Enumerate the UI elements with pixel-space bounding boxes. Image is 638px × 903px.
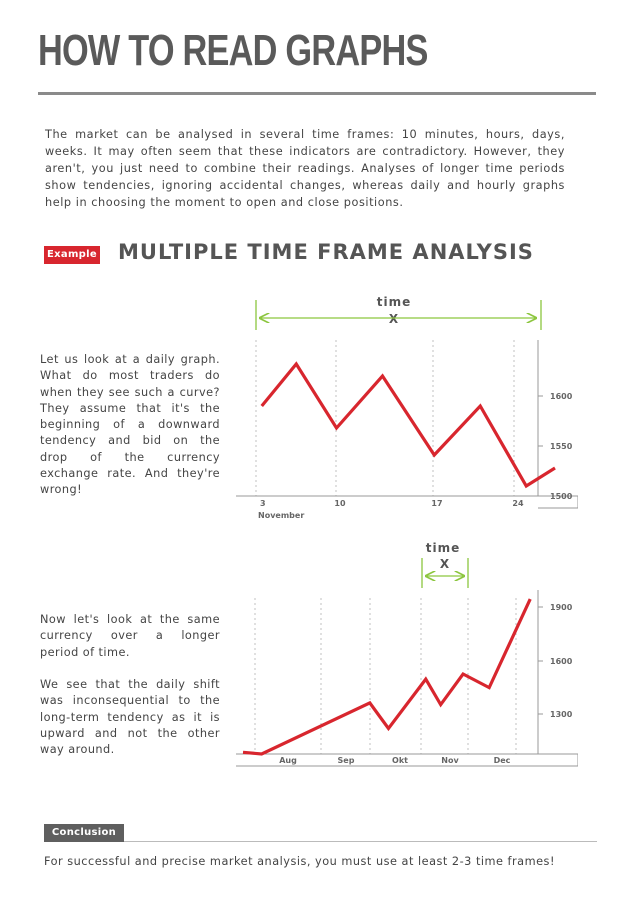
daily-shift-paragraph: We see that the daily shift was inconsequential to the long-term tendency as it is upward and not the other way around. [40, 678, 220, 757]
page-title: HOW TO READ GRAPHS [38, 26, 428, 75]
x-tick-label: Aug [279, 756, 297, 765]
conclusion-rule [124, 841, 597, 842]
section-title: MULTIPLE TIME FRAME ANALYSIS [118, 240, 534, 264]
y-tick-label: 1600 [550, 657, 573, 666]
y-tick-label: 1500 [550, 492, 573, 501]
y-tick-label: 1300 [550, 710, 573, 719]
long-term-series-line [243, 599, 530, 754]
x-tick-label: 17 [431, 499, 443, 508]
time-label: time [376, 295, 412, 309]
conclusion-text: For successful and precise market analysis, you must use at least 2-3 time frames! [44, 855, 555, 868]
daily-chart [236, 290, 578, 526]
x-tick-label: Sep [337, 756, 355, 765]
intro-paragraph: The market can be analysed in several time frames: 10 minutes, hours, days, weeks. It may often seem that these indicators are contradictory. However, they aren't, you just need to combine their readings. Analyses of longer time periods show tendencies, ignoring accidental changes, whereas daily and hourly graphs help in choosing the moment to open and close positions. [45, 128, 565, 209]
x-tick-label: 10 [334, 499, 346, 508]
y-tick-label: 1900 [550, 603, 573, 612]
x-tick-label: Okt [392, 756, 408, 765]
time-symbol: X [388, 312, 400, 326]
y-tick-label: 1550 [550, 442, 573, 451]
x-tick-label: 3 [260, 499, 266, 508]
title-underline [38, 92, 596, 95]
daily-series-line [262, 364, 555, 486]
x-tick-label: Nov [441, 756, 459, 765]
time-symbol: X [439, 557, 451, 571]
longer-period-paragraph: Now let's look at the same currency over a longer period of time. [40, 613, 220, 659]
x-axis-label: November [258, 511, 305, 520]
conclusion-badge: Conclusion [44, 824, 124, 842]
time-label: time [425, 541, 461, 555]
y-tick-label: 1600 [550, 392, 573, 401]
x-tick-label: 24 [512, 499, 524, 508]
long-term-chart [236, 540, 578, 768]
example-badge: Example [44, 246, 100, 264]
x-tick-label: Dec [493, 756, 511, 765]
daily-graph-paragraph: Let us look at a daily graph. What do most traders do when they see such a curve? They assume that it's the beginning of a downward tendency and bid on the drop of the currency exchange rate. And they're wrong! [40, 353, 220, 497]
